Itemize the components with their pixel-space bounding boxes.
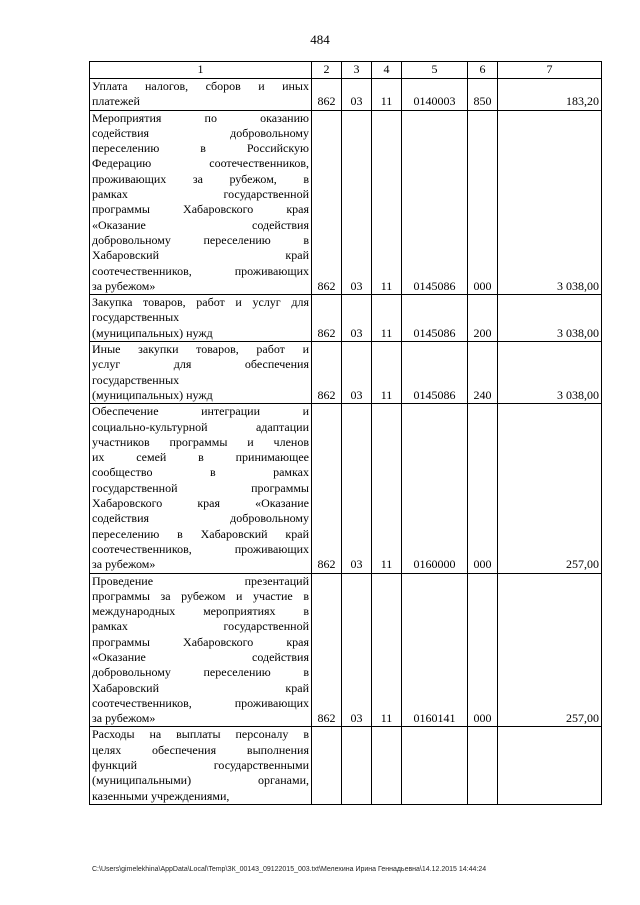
description-line: казенными учреждениями,	[92, 788, 230, 803]
admin-code: 862	[312, 295, 342, 342]
expense-type-code: 000	[468, 110, 498, 295]
expense-type-code: 200	[468, 295, 498, 342]
expense-type-code: 240	[468, 342, 498, 404]
target-code	[402, 727, 468, 804]
description-line: государственных	[92, 372, 180, 387]
description-line: (муниципальными) органами,	[92, 773, 309, 788]
header-col-5: 5	[402, 62, 468, 79]
description-line: добровольному переселению в	[92, 232, 309, 247]
expense-type-code	[468, 727, 498, 804]
subsection-code: 11	[372, 342, 402, 404]
description-line: Расходы на выплаты персоналу в	[92, 727, 309, 742]
expense-type-code: 850	[468, 79, 498, 111]
target-code: 0145086	[402, 342, 468, 404]
subsection-code: 11	[372, 79, 402, 111]
row-description	[90, 573, 312, 727]
description-line: соотечественников, проживающих	[92, 541, 309, 556]
description-line: Хабаровский край	[92, 248, 309, 263]
header-col-1: 1	[90, 62, 312, 79]
section-code: 03	[342, 295, 372, 342]
table-row	[90, 573, 602, 727]
description-line: Обеспечение интеграции и	[92, 404, 309, 419]
description-line: «Оказание содействия	[92, 649, 309, 664]
table-row	[90, 404, 602, 573]
header-col-7: 7	[498, 62, 602, 79]
description-line: переселению в Российскую	[92, 141, 309, 156]
section-code: 03	[342, 110, 372, 295]
target-code: 0160000	[402, 404, 468, 573]
expense-type-code: 000	[468, 404, 498, 573]
description-line: Федерацию соотечественников,	[92, 156, 309, 171]
description-line: за рубежом»	[92, 711, 156, 726]
header-col-6: 6	[468, 62, 498, 79]
subsection-code: 11	[372, 110, 402, 295]
description-line: Закупка товаров, работ и услуг для	[92, 295, 309, 310]
description-line: содействия добровольному	[92, 511, 309, 526]
description-line: проживающих за рубежом, в	[92, 171, 309, 186]
description-line: целях обеспечения выполнения	[92, 742, 309, 757]
expense-type-code: 000	[468, 573, 498, 727]
description-line: Хабаровского края «Оказание	[92, 496, 309, 511]
description-line: платежей	[92, 94, 140, 109]
description-line: Иные закупки товаров, работ и	[92, 342, 309, 357]
description-line: услуг для обеспечения	[92, 357, 309, 372]
description-line: за рубежом»	[92, 557, 156, 572]
row-description	[90, 727, 312, 804]
section-code: 03	[342, 404, 372, 573]
description-line: Хабаровский край	[92, 680, 309, 695]
target-code: 0145086	[402, 110, 468, 295]
description-line: соотечественников, проживающих	[92, 695, 309, 710]
table-row	[90, 295, 602, 342]
description-line: за рубежом»	[92, 278, 156, 293]
description-line: государственной программы	[92, 480, 309, 495]
budget-table	[89, 61, 602, 805]
description-line: переселению в Хабаровский край	[92, 526, 309, 541]
description-line: участников программы и членов	[92, 434, 309, 449]
target-code: 0160141	[402, 573, 468, 727]
row-description	[90, 110, 312, 295]
amount-value: 3 038,00	[498, 342, 602, 404]
table-row	[90, 110, 602, 295]
section-code	[342, 727, 372, 804]
description-line: программы Хабаровского края	[92, 202, 309, 217]
admin-code: 862	[312, 573, 342, 727]
admin-code	[312, 727, 342, 804]
description-line: содействия добровольному	[92, 125, 309, 140]
admin-code: 862	[312, 404, 342, 573]
amount-value: 257,00	[498, 573, 602, 727]
subsection-code: 11	[372, 573, 402, 727]
admin-code: 862	[312, 110, 342, 295]
description-line: рамках государственной	[92, 187, 309, 202]
description-line: соотечественников, проживающих	[92, 263, 309, 278]
table-row	[90, 727, 602, 804]
admin-code: 862	[312, 79, 342, 111]
description-line: (муниципальных) нужд	[92, 325, 213, 340]
description-line: добровольному переселению в	[92, 665, 309, 680]
description-line: социально-культурной адаптации	[92, 419, 309, 434]
file-path-footer: C:\Users\gimelekhina\AppData\Local\Temp\ЗК_00143_09122015_003.txt\Мелехина Ирина Геннадьевна\14.12.2015 14:44:24	[92, 866, 487, 873]
admin-code: 862	[312, 342, 342, 404]
header-col-2: 2	[312, 62, 342, 79]
description-line: их семей в принимающее	[92, 450, 309, 465]
description-line: Проведение презентаций	[92, 573, 309, 588]
description-line: Мероприятия по оказанию	[92, 110, 309, 125]
description-line: функций государственными	[92, 758, 309, 773]
page-number: 484	[310, 32, 330, 47]
header-col-4: 4	[372, 62, 402, 79]
row-description	[90, 342, 312, 404]
description-line: государственных	[92, 310, 180, 325]
amount-value: 183,20	[498, 79, 602, 111]
header-col-3: 3	[342, 62, 372, 79]
description-line: сообщество в рамках	[92, 465, 309, 480]
subsection-code: 11	[372, 295, 402, 342]
description-line: «Оказание содействия	[92, 217, 309, 232]
description-line: Уплата налогов, сборов и иных	[92, 79, 309, 93]
description-line: программы Хабаровского края	[92, 634, 309, 649]
description-line: (муниципальных) нужд	[92, 387, 213, 402]
row-description	[90, 295, 312, 342]
table-row	[90, 342, 602, 404]
amount-value: 3 038,00	[498, 295, 602, 342]
row-description	[90, 404, 312, 573]
description-line: программы за рубежом и участие в	[92, 588, 309, 603]
description-line: международных мероприятиях в	[92, 604, 309, 619]
header-row	[90, 62, 602, 79]
description-line: рамках государственной	[92, 619, 309, 634]
row-description	[90, 79, 312, 111]
subsection-code	[372, 727, 402, 804]
table-row	[90, 79, 602, 111]
section-code: 03	[342, 342, 372, 404]
target-code: 0140003	[402, 79, 468, 111]
target-code: 0145086	[402, 295, 468, 342]
section-code: 03	[342, 79, 372, 111]
amount-value	[498, 727, 602, 804]
subsection-code: 11	[372, 404, 402, 573]
amount-value: 3 038,00	[498, 110, 602, 295]
section-code: 03	[342, 573, 372, 727]
amount-value: 257,00	[498, 404, 602, 573]
